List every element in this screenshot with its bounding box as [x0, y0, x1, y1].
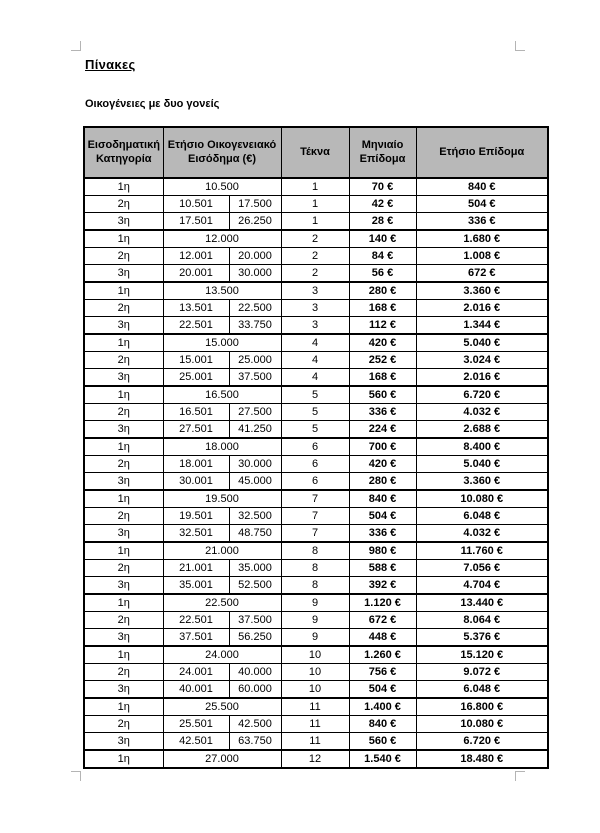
table-row: [84, 646, 548, 664]
cell-annual-allowance: 3.360 €: [416, 473, 548, 491]
cell-monthly-allowance: 1.540 €: [349, 750, 416, 768]
cell-income-max: 37.500: [229, 612, 281, 629]
cell-income-single: 27.000: [163, 750, 281, 768]
cell-income-category: 3η: [84, 681, 163, 699]
table-row: [84, 750, 548, 768]
cell-children-count: 7: [281, 525, 349, 543]
cell-children-count: 9: [281, 629, 349, 647]
cell-income-min: 18.001: [163, 456, 229, 473]
text-boundary-corner-top-right: [515, 41, 525, 51]
cell-monthly-allowance: 252 €: [349, 352, 416, 369]
cell-children-count: 9: [281, 612, 349, 629]
header-annual-allowance: Ετήσιο Επίδομα: [416, 127, 548, 178]
cell-children-count: 8: [281, 577, 349, 595]
cell-income-max: 22.500: [229, 300, 281, 317]
cell-annual-allowance: 672 €: [416, 265, 548, 283]
table-row: [84, 196, 548, 213]
cell-income-min: 37.501: [163, 629, 229, 647]
cell-income-single: 15.000: [163, 334, 281, 352]
cell-income-category: 1η: [84, 646, 163, 664]
cell-income-category: 3η: [84, 369, 163, 387]
cell-income-single: 25.500: [163, 698, 281, 716]
cell-annual-allowance: 5.040 €: [416, 456, 548, 473]
cell-income-max: 33.750: [229, 317, 281, 335]
cell-income-min: 25.001: [163, 369, 229, 387]
cell-income-single: 18.000: [163, 438, 281, 456]
cell-children-count: 1: [281, 196, 349, 213]
table-row: [84, 300, 548, 317]
table-row: [84, 612, 548, 629]
cell-annual-allowance: 3.024 €: [416, 352, 548, 369]
cell-annual-allowance: 13.440 €: [416, 594, 548, 612]
cell-annual-allowance: 6.048 €: [416, 681, 548, 699]
cell-annual-allowance: 18.480 €: [416, 750, 548, 768]
cell-children-count: 3: [281, 282, 349, 300]
cell-annual-allowance: 6.720 €: [416, 733, 548, 751]
text-boundary-corner-top-left: [71, 41, 81, 51]
cell-monthly-allowance: 224 €: [349, 421, 416, 439]
cell-income-min: 16.501: [163, 404, 229, 421]
cell-income-min: 30.001: [163, 473, 229, 491]
cell-children-count: 5: [281, 404, 349, 421]
cell-income-max: 48.750: [229, 525, 281, 543]
table-row: [84, 317, 548, 335]
table-row: [84, 213, 548, 231]
header-income-category: Εισοδηματική Κατηγορία: [84, 127, 163, 178]
table-row: [84, 508, 548, 525]
cell-monthly-allowance: 840 €: [349, 490, 416, 508]
section-subtitle: Οικογένειες με δυο γονείς: [85, 98, 220, 110]
cell-children-count: 2: [281, 265, 349, 283]
cell-income-category: 2η: [84, 404, 163, 421]
cell-income-category: 3η: [84, 421, 163, 439]
table-row: [84, 577, 548, 595]
cell-monthly-allowance: 504 €: [349, 508, 416, 525]
table-row: [84, 248, 548, 265]
cell-children-count: 11: [281, 733, 349, 751]
cell-income-min: 35.001: [163, 577, 229, 595]
cell-annual-allowance: 7.056 €: [416, 560, 548, 577]
cell-monthly-allowance: 168 €: [349, 369, 416, 387]
cell-income-min: 13.501: [163, 300, 229, 317]
table-row: [84, 352, 548, 369]
cell-children-count: 1: [281, 213, 349, 231]
cell-annual-allowance: 1.008 €: [416, 248, 548, 265]
cell-monthly-allowance: 504 €: [349, 681, 416, 699]
table-row: [84, 282, 548, 300]
cell-annual-allowance: 2.688 €: [416, 421, 548, 439]
family-allowance-table: [83, 126, 549, 769]
cell-children-count: 3: [281, 317, 349, 335]
cell-children-count: 5: [281, 386, 349, 404]
cell-annual-allowance: 840 €: [416, 178, 548, 196]
cell-income-category: 1η: [84, 334, 163, 352]
table-row: [84, 456, 548, 473]
cell-monthly-allowance: 28 €: [349, 213, 416, 231]
cell-annual-allowance: 6.720 €: [416, 386, 548, 404]
cell-income-min: 20.001: [163, 265, 229, 283]
cell-children-count: 12: [281, 750, 349, 768]
cell-income-category: 1η: [84, 594, 163, 612]
cell-monthly-allowance: 1.260 €: [349, 646, 416, 664]
cell-children-count: 11: [281, 716, 349, 733]
header-annual-family-income: Ετήσιο Οικογενειακό Εισόδημα (€): [163, 127, 281, 178]
text-boundary-corner-bottom-left: [71, 771, 81, 781]
cell-income-category: 2η: [84, 352, 163, 369]
table-row: [84, 733, 548, 751]
cell-monthly-allowance: 392 €: [349, 577, 416, 595]
cell-income-max: 37.500: [229, 369, 281, 387]
cell-children-count: 8: [281, 542, 349, 560]
cell-income-max: 26.250: [229, 213, 281, 231]
table-row: [84, 421, 548, 439]
cell-income-category: 2η: [84, 560, 163, 577]
cell-income-max: 60.000: [229, 681, 281, 699]
cell-income-min: 22.501: [163, 612, 229, 629]
cell-annual-allowance: 4.032 €: [416, 525, 548, 543]
table-row: [84, 681, 548, 699]
cell-children-count: 9: [281, 594, 349, 612]
cell-monthly-allowance: 168 €: [349, 300, 416, 317]
cell-children-count: 6: [281, 473, 349, 491]
cell-children-count: 1: [281, 178, 349, 196]
cell-children-count: 7: [281, 508, 349, 525]
cell-annual-allowance: 10.080 €: [416, 490, 548, 508]
cell-annual-allowance: 1.344 €: [416, 317, 548, 335]
cell-income-category: 3η: [84, 265, 163, 283]
cell-income-category: 3η: [84, 213, 163, 231]
cell-income-category: 2η: [84, 300, 163, 317]
cell-income-max: 41.250: [229, 421, 281, 439]
page-title: Πίνακες: [85, 57, 136, 72]
cell-annual-allowance: 336 €: [416, 213, 548, 231]
cell-income-single: 13.500: [163, 282, 281, 300]
cell-children-count: 6: [281, 438, 349, 456]
cell-income-category: 2η: [84, 248, 163, 265]
cell-income-max: 42.500: [229, 716, 281, 733]
cell-monthly-allowance: 280 €: [349, 282, 416, 300]
cell-children-count: 8: [281, 560, 349, 577]
table-row: [84, 230, 548, 248]
cell-income-category: 1η: [84, 698, 163, 716]
cell-income-min: 27.501: [163, 421, 229, 439]
cell-income-category: 3η: [84, 473, 163, 491]
cell-income-max: 35.000: [229, 560, 281, 577]
cell-income-single: 21.000: [163, 542, 281, 560]
cell-children-count: 3: [281, 300, 349, 317]
cell-annual-allowance: 2.016 €: [416, 369, 548, 387]
cell-monthly-allowance: 756 €: [349, 664, 416, 681]
cell-annual-allowance: 504 €: [416, 196, 548, 213]
cell-children-count: 10: [281, 681, 349, 699]
cell-income-category: 3η: [84, 525, 163, 543]
cell-monthly-allowance: 1.120 €: [349, 594, 416, 612]
cell-monthly-allowance: 840 €: [349, 716, 416, 733]
cell-annual-allowance: 5.040 €: [416, 334, 548, 352]
cell-income-min: 42.501: [163, 733, 229, 751]
table-row: [84, 698, 548, 716]
cell-income-max: 52.500: [229, 577, 281, 595]
cell-income-min: 10.501: [163, 196, 229, 213]
cell-income-min: 25.501: [163, 716, 229, 733]
cell-income-max: 32.500: [229, 508, 281, 525]
table-body: [84, 178, 548, 768]
table-row: [84, 334, 548, 352]
cell-monthly-allowance: 112 €: [349, 317, 416, 335]
cell-income-single: 16.500: [163, 386, 281, 404]
cell-annual-allowance: 5.376 €: [416, 629, 548, 647]
cell-income-min: 22.501: [163, 317, 229, 335]
cell-children-count: 2: [281, 230, 349, 248]
cell-children-count: 7: [281, 490, 349, 508]
table-row: [84, 542, 548, 560]
table-row: [84, 629, 548, 647]
cell-income-category: 1η: [84, 178, 163, 196]
cell-monthly-allowance: 336 €: [349, 404, 416, 421]
cell-monthly-allowance: 560 €: [349, 733, 416, 751]
table-row: [84, 178, 548, 196]
header-monthly-allowance: Μηνιαίο Επίδομα: [349, 127, 416, 178]
cell-annual-allowance: 6.048 €: [416, 508, 548, 525]
cell-income-category: 1η: [84, 230, 163, 248]
cell-children-count: 10: [281, 664, 349, 681]
table-header: [84, 127, 548, 178]
cell-children-count: 6: [281, 456, 349, 473]
cell-income-max: 27.500: [229, 404, 281, 421]
cell-annual-allowance: 16.800 €: [416, 698, 548, 716]
cell-monthly-allowance: 588 €: [349, 560, 416, 577]
cell-income-category: 3η: [84, 629, 163, 647]
cell-income-single: 12.000: [163, 230, 281, 248]
cell-income-category: 2η: [84, 664, 163, 681]
cell-income-min: 32.501: [163, 525, 229, 543]
cell-income-category: 2η: [84, 508, 163, 525]
cell-income-min: 24.001: [163, 664, 229, 681]
cell-income-category: 1η: [84, 282, 163, 300]
cell-income-category: 1η: [84, 542, 163, 560]
cell-children-count: 2: [281, 248, 349, 265]
cell-income-category: 1η: [84, 438, 163, 456]
cell-income-single: 19.500: [163, 490, 281, 508]
table-row: [84, 716, 548, 733]
table-row: [84, 473, 548, 491]
cell-income-max: 63.750: [229, 733, 281, 751]
cell-children-count: 4: [281, 334, 349, 352]
cell-annual-allowance: 1.680 €: [416, 230, 548, 248]
table-header-row: [84, 127, 548, 178]
table-row: [84, 265, 548, 283]
cell-income-category: 1η: [84, 750, 163, 768]
cell-monthly-allowance: 560 €: [349, 386, 416, 404]
cell-monthly-allowance: 70 €: [349, 178, 416, 196]
cell-monthly-allowance: 448 €: [349, 629, 416, 647]
cell-income-category: 3η: [84, 317, 163, 335]
cell-income-max: 30.000: [229, 456, 281, 473]
cell-annual-allowance: 4.704 €: [416, 577, 548, 595]
table-row: [84, 664, 548, 681]
cell-annual-allowance: 3.360 €: [416, 282, 548, 300]
cell-monthly-allowance: 672 €: [349, 612, 416, 629]
cell-income-category: 2η: [84, 196, 163, 213]
cell-annual-allowance: 4.032 €: [416, 404, 548, 421]
cell-monthly-allowance: 980 €: [349, 542, 416, 560]
cell-children-count: 4: [281, 352, 349, 369]
cell-monthly-allowance: 420 €: [349, 456, 416, 473]
cell-income-category: 1η: [84, 386, 163, 404]
cell-annual-allowance: 2.016 €: [416, 300, 548, 317]
table-row: [84, 386, 548, 404]
cell-monthly-allowance: 336 €: [349, 525, 416, 543]
cell-income-max: 45.000: [229, 473, 281, 491]
cell-monthly-allowance: 140 €: [349, 230, 416, 248]
cell-annual-allowance: 11.760 €: [416, 542, 548, 560]
cell-monthly-allowance: 1.400 €: [349, 698, 416, 716]
table-row: [84, 490, 548, 508]
header-children: Τέκνα: [281, 127, 349, 178]
cell-monthly-allowance: 700 €: [349, 438, 416, 456]
table-row: [84, 404, 548, 421]
cell-children-count: 5: [281, 421, 349, 439]
cell-income-min: 40.001: [163, 681, 229, 699]
cell-income-max: 56.250: [229, 629, 281, 647]
table-row: [84, 438, 548, 456]
cell-annual-allowance: 9.072 €: [416, 664, 548, 681]
cell-children-count: 10: [281, 646, 349, 664]
cell-children-count: 4: [281, 369, 349, 387]
text-boundary-corner-bottom-right: [515, 771, 525, 781]
cell-income-category: 2η: [84, 456, 163, 473]
cell-monthly-allowance: 420 €: [349, 334, 416, 352]
cell-income-single: 24.000: [163, 646, 281, 664]
cell-income-category: 3η: [84, 577, 163, 595]
cell-income-max: 30.000: [229, 265, 281, 283]
cell-income-max: 17.500: [229, 196, 281, 213]
cell-income-category: 2η: [84, 612, 163, 629]
cell-income-max: 40.000: [229, 664, 281, 681]
cell-income-single: 22.500: [163, 594, 281, 612]
cell-income-min: 21.001: [163, 560, 229, 577]
cell-annual-allowance: 8.400 €: [416, 438, 548, 456]
cell-income-category: 3η: [84, 733, 163, 751]
cell-income-min: 15.001: [163, 352, 229, 369]
cell-income-max: 20.000: [229, 248, 281, 265]
table-row: [84, 525, 548, 543]
cell-annual-allowance: 8.064 €: [416, 612, 548, 629]
table-row: [84, 594, 548, 612]
cell-annual-allowance: 10.080 €: [416, 716, 548, 733]
table-row: [84, 560, 548, 577]
cell-monthly-allowance: 280 €: [349, 473, 416, 491]
cell-annual-allowance: 15.120 €: [416, 646, 548, 664]
table-row: [84, 369, 548, 387]
cell-monthly-allowance: 56 €: [349, 265, 416, 283]
cell-monthly-allowance: 42 €: [349, 196, 416, 213]
cell-income-category: 1η: [84, 490, 163, 508]
cell-monthly-allowance: 84 €: [349, 248, 416, 265]
cell-income-single: 10.500: [163, 178, 281, 196]
cell-income-min: 12.001: [163, 248, 229, 265]
cell-income-min: 19.501: [163, 508, 229, 525]
cell-income-category: 2η: [84, 716, 163, 733]
cell-children-count: 11: [281, 698, 349, 716]
cell-income-max: 25.000: [229, 352, 281, 369]
cell-income-min: 17.501: [163, 213, 229, 231]
